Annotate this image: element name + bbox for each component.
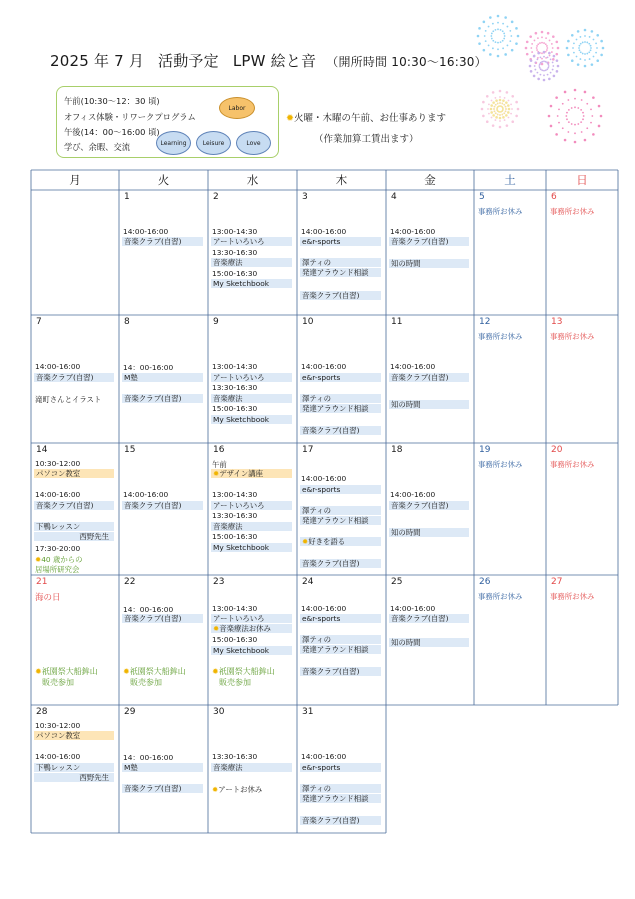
day-number: 26 [479,577,491,587]
closed-label: 事務所お休み [478,332,523,341]
event-label: e&r-sports [300,237,381,246]
event-label: ✹アートお休み [212,785,263,794]
holiday-label: 海の日 [35,593,61,603]
event-label: 発達アラウンド相談 [300,794,381,803]
sun-icon: ✹ [35,667,42,676]
weekday-wed: 水 [246,173,259,187]
event-label: 下鴨レッスン [34,522,114,531]
event-time: 15:00-16:30 [212,635,258,644]
day-number: 17 [302,445,314,455]
event-label: 音楽クラブ(自習) [122,614,203,623]
event-time: 午前 [212,460,227,469]
event-label: ✹音楽療法お休み [211,624,292,633]
event-label: 音楽クラブ(自習) [122,394,203,403]
event-label: 音楽クラブ(自習) [300,816,381,825]
day-cell-2 [208,190,297,315]
event-label: 西野先生 [34,773,114,782]
event-time: 14:00-16:00 [35,362,81,371]
day-number: 1 [124,192,130,202]
event-time: 10:30-12:00 [35,721,81,730]
day-cell-30 [208,705,297,833]
day-cell-8 [119,315,208,443]
event-label: e&r-sports [300,485,381,494]
event-label: 澤ティの [300,506,381,515]
closed-label: 事務所お休み [550,332,595,341]
day-number: 27 [551,577,563,587]
event-label: 澤ティの [300,258,381,267]
legend-afternoon: 午後(14：00～16:00 頃) [64,127,160,137]
day-cell-21 [31,575,119,705]
day-number: 2 [213,192,219,202]
day-cell-13 [546,315,618,443]
event-time: 13:30-16:30 [212,511,258,520]
event-label: 音楽療法 [211,258,292,267]
event-label: 音楽クラブ(自習) [122,237,203,246]
day-number: 22 [124,577,136,587]
day-cell-16 [208,443,297,575]
event-time: 10:30-12:00 [35,459,81,468]
day-cell-15 [119,443,208,575]
event-label: ✹40 歳からの [35,555,83,564]
event-label: 音楽療法 [211,763,292,772]
day-number: 8 [124,317,130,327]
event-time: 13:00-14:30 [212,604,258,613]
day-cell-22 [119,575,208,705]
closed-label: 事務所お休み [478,460,523,469]
weekday-sat: 土 [504,173,516,187]
day-cell-23 [208,575,297,705]
event-label: 音楽クラブ(自習) [389,237,469,246]
event-label: 知の時間 [389,528,469,537]
event-label: 音楽療法 [211,394,292,403]
event-label: My Sketchbook [211,646,292,655]
event-label: 発達アラウンド相談 [300,404,381,413]
event-time: 13:00-14:30 [212,362,258,371]
event-label: 居場所研究会 [35,565,80,574]
event-time: 17:30-20:00 [35,544,81,553]
event-label: e&r-sports [300,373,381,382]
sun-icon: ✹ [212,667,219,676]
event-label: 音楽クラブ(自習) [300,291,381,300]
event-label: My Sketchbook [211,543,292,552]
closed-label: 事務所お休み [550,207,595,216]
badge-leisure: Leisure [196,131,231,155]
closed-label: 事務所お休み [550,592,595,601]
event-label: 下鴨レッスン [34,763,114,772]
day-cell-31 [297,705,386,833]
day-number: 12 [479,317,491,327]
event-label: アートいろいろ [211,614,292,623]
event-label: ✹好きを語る [300,537,381,546]
event-time: 14:00-16:00 [123,227,169,236]
day-number: 18 [391,445,403,455]
event-time: 14：00-16:00 [123,605,174,614]
day-cell-9 [208,315,297,443]
legend-morning: 午前(10:30～12：30 頃) [64,96,160,106]
event-label: アートいろいろ [211,373,292,382]
weekday-tue: 火 [157,173,170,187]
event-time: 14：00-16:00 [123,363,174,372]
day-cell-19 [474,443,546,575]
event-label: ✹デザイン講座 [211,469,292,478]
event-time: 14:00-16:00 [123,490,169,499]
notice-line2: （作業加算工賃出ます） [314,134,419,145]
event-label: 知の時間 [389,400,469,409]
event-label: 澤ティの [300,635,381,644]
sun-icon: ✹ [213,469,220,478]
badge-labor: Labor [219,97,255,119]
day-number: 10 [302,317,314,327]
event-time: 14:00-16:00 [35,490,81,499]
sun-icon: ✹ [212,785,219,794]
event-time: 13:30-16:30 [212,383,258,392]
event-label: 澤ティの [300,394,381,403]
event-label: 発達アラウンド相談 [300,268,381,277]
event-label: 販売参加 [130,678,162,687]
day-number: 29 [124,707,136,717]
day-cell-24 [297,575,386,705]
event-label: 音楽クラブ(自習) [34,373,114,382]
event-time: 14:00-16:00 [390,604,436,613]
sun-icon: ✹ [35,555,42,564]
day-number: 28 [36,707,48,717]
day-cell-27 [546,575,618,705]
event-label: パソコン教室 [34,469,114,478]
event-label: パソコン教室 [34,731,114,740]
event-label: 澤ティの [300,784,381,793]
event-label: 販売参加 [219,678,251,687]
day-cell-25 [386,575,474,705]
weekday-mon: 月 [69,173,81,187]
event-label: 音楽クラブ(自習) [34,501,114,510]
day-number: 25 [391,577,403,587]
day-number: 9 [213,317,219,327]
event-label: 音楽療法 [211,522,292,531]
day-number: 20 [551,445,563,455]
event-label: M塾 [122,763,203,772]
day-number: 15 [124,445,136,455]
event-label: 音楽クラブ(自習) [122,501,203,510]
day-cell-4 [386,190,474,315]
day-number: 7 [36,317,42,327]
sun-icon: ✹ [123,667,130,676]
event-time: 14:00-16:00 [301,752,347,761]
event-time: 14:00-16:00 [390,362,436,371]
day-cell-10 [297,315,386,443]
event-label: 販売参加 [42,678,74,687]
event-label: ✹祇園祭大船鉾山 [123,667,186,676]
event-label: 知の時間 [389,638,469,647]
day-cell-20 [546,443,618,575]
day-cell-5 [474,190,546,315]
day-number: 3 [302,192,308,202]
day-number: 31 [302,707,314,717]
event-label: 音楽クラブ(自習) [389,501,469,510]
event-time: 14:00-16:00 [301,227,347,236]
event-time: 14:00-16:00 [301,474,347,483]
page-title: 2025 年 7 月 活動予定 LPW 絵と音 （開所時間 10:30～16:30） [50,52,487,70]
event-label: 西野先生 [34,532,114,541]
event-label: 発達アラウンド相談 [300,516,381,525]
event-time: 14：00-16:00 [123,753,174,762]
day-number: 24 [302,577,314,587]
day-cell-17 [297,443,386,575]
event-label: 音楽クラブ(自習) [389,373,469,382]
event-label: 音楽クラブ(自習) [122,784,203,793]
day-number: 14 [36,445,48,455]
event-label: 音楽クラブ(自習) [389,614,469,623]
event-time: 13:30-16:30 [212,248,258,257]
event-label: 音楽クラブ(自習) [300,559,381,568]
day-cell-14 [31,443,119,575]
event-label: M塾 [122,373,203,382]
day-cell-18 [386,443,474,575]
event-label: My Sketchbook [211,415,292,424]
closed-label: 事務所お休み [550,460,595,469]
event-label: ✹祇園祭大船鉾山 [35,667,98,676]
day-number: 11 [391,317,403,327]
sun-icon: ✹ [302,537,309,546]
weekday-thu: 木 [335,173,348,187]
event-label: 音楽クラブ(自習) [300,667,381,676]
event-label: e&r-sports [300,763,381,772]
weekday-fri: 金 [424,173,436,187]
event-time: 13:00-14:30 [212,227,258,236]
event-time: 13:30-16:30 [212,752,258,761]
badge-learning: Learning [156,131,191,155]
legend-morning-desc: オフィス体験・リワークプログラム [64,112,196,122]
event-label: 滝町さんとイラスト [35,395,102,404]
day-cell-7 [31,315,119,443]
day-number: 16 [213,445,225,455]
event-time: 13:00-14:30 [212,490,258,499]
event-label: アートいろいろ [211,237,292,246]
event-label: My Sketchbook [211,279,292,288]
day-cell-29 [119,705,208,833]
event-label: 音楽クラブ(自習) [300,426,381,435]
event-label: 発達アラウンド相談 [300,645,381,654]
badge-love: Love [236,131,271,155]
day-number: 23 [213,577,225,587]
day-number: 5 [479,192,485,202]
event-time: 14:00-16:00 [35,752,81,761]
sun-icon: ✹ [286,113,294,124]
day-cell-6 [546,190,618,315]
event-time: 14:00-16:00 [301,604,347,613]
day-number: 19 [479,445,491,455]
day-number: 13 [551,317,563,327]
event-label: 知の時間 [389,259,469,268]
day-cell-3 [297,190,386,315]
closed-label: 事務所お休み [478,207,523,216]
event-time: 14:00-16:00 [390,227,436,236]
day-number: 21 [36,577,48,587]
day-number: 30 [213,707,225,717]
event-time: 14:00-16:00 [390,490,436,499]
event-time: 15:00-16:30 [212,532,258,541]
event-time: 15:00-16:30 [212,269,258,278]
day-cell-12 [474,315,546,443]
day-cell-26 [474,575,546,705]
event-time: 14:00-16:00 [301,362,347,371]
closed-label: 事務所お休み [478,592,523,601]
event-label: ✹祇園祭大船鉾山 [212,667,275,676]
notice-line1: ✹火曜・木曜の午前、お仕事あります [286,113,446,124]
day-number: 6 [551,192,557,202]
day-cell-28 [31,705,119,833]
event-label: アートいろいろ [211,501,292,510]
weekday-sun: 日 [576,173,588,187]
event-time: 15:00-16:30 [212,404,258,413]
day-number: 4 [391,192,397,202]
event-label: e&r-sports [300,614,381,623]
day-cell-11 [386,315,474,443]
legend-afternoon-desc: 学び、余暇、交流 [64,142,131,152]
day-cell-1 [119,190,208,315]
sun-icon: ✹ [213,624,220,633]
